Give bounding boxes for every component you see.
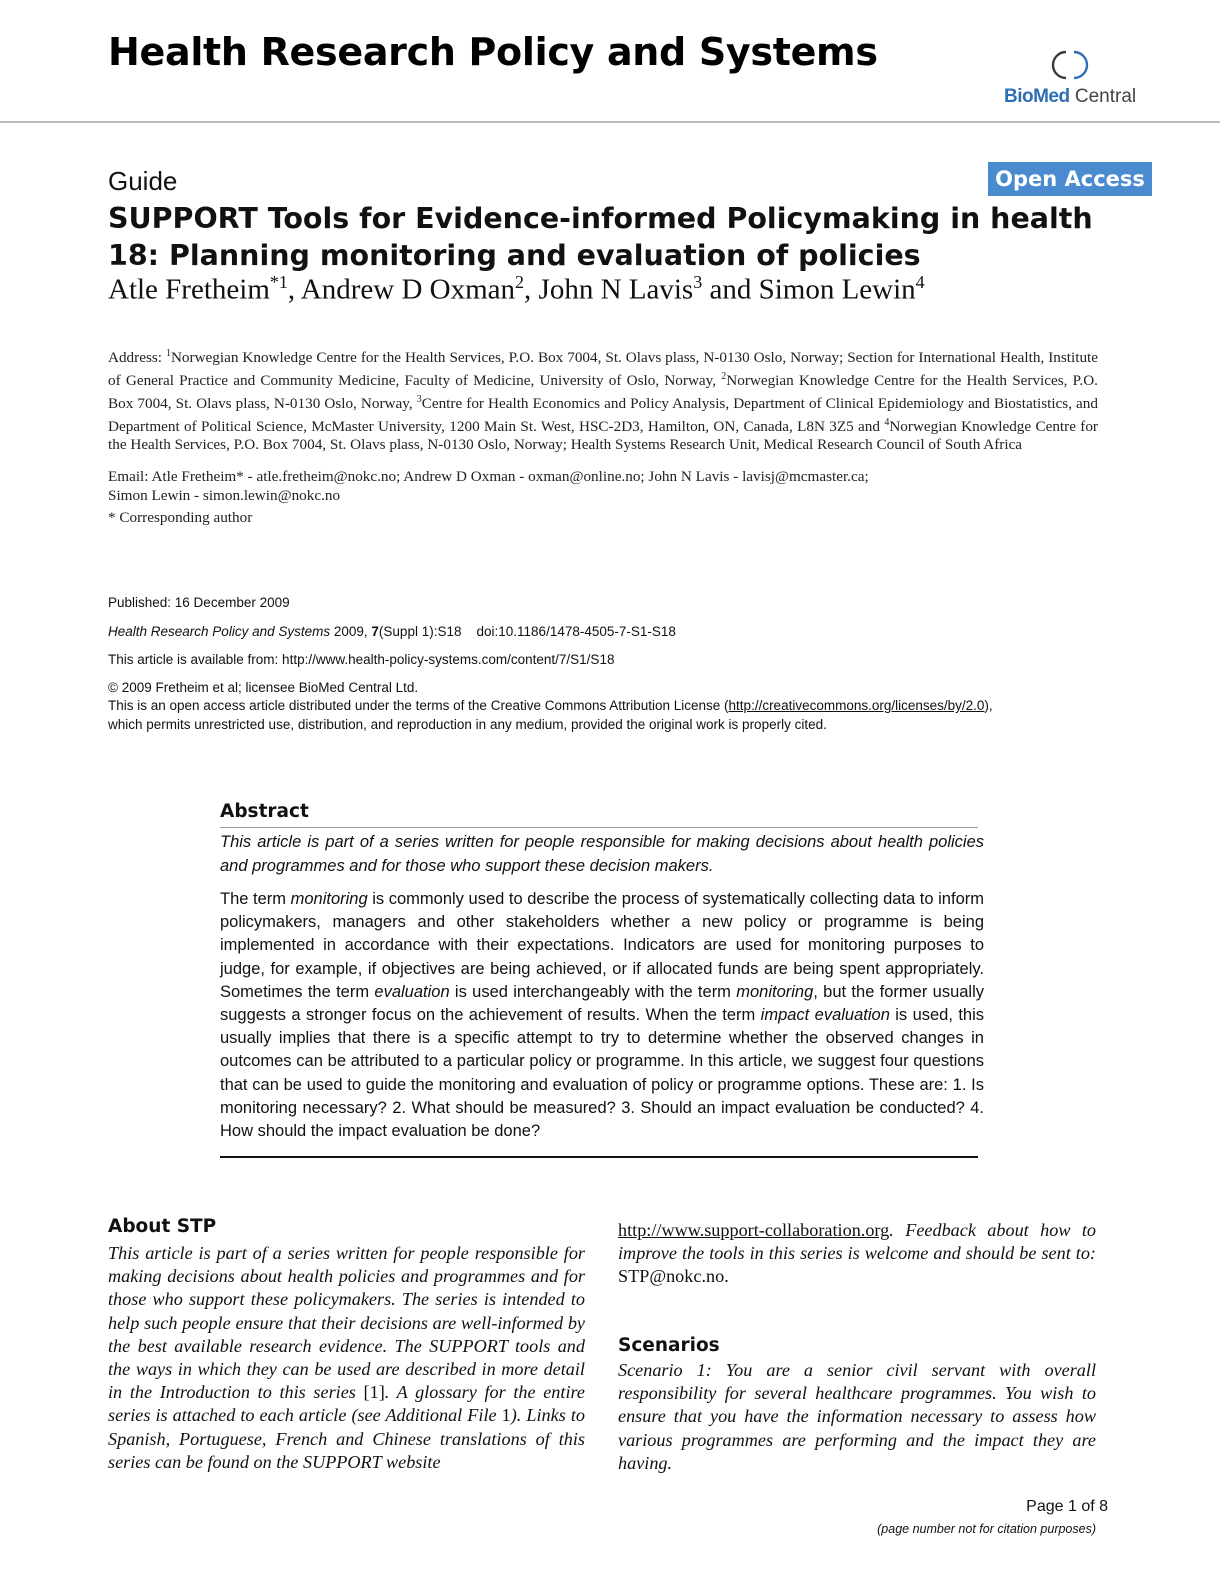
- author-mark: 4: [915, 272, 925, 292]
- author-emails[interactable]: Email: Atle Fretheim* - atle.fretheim@nokc.no; Andrew D Oxman - oxman@online.no; John N Lavis - lavisj@mcmaster.ca; Simon Lewin - simon.lewin@nokc.no: [108, 468, 869, 504]
- open-access-badge: Open Access: [988, 162, 1152, 196]
- author-mark: 2: [515, 272, 525, 292]
- license-line: This is an open access article distributed under the terms of the Creative Commons Attribution License (http://creativecommons.org/licenses/by/2.0),: [108, 698, 993, 713]
- reference-link[interactable]: [1]: [363, 1382, 385, 1403]
- about-stp-text-col2: http://www.support-collaboration.org. Feedback about how to improve the tools in this series is welcome and should be sent to: STP@nokc.no.: [618, 1220, 1096, 1287]
- abstract-body: The term monitoring is commonly used to describe the process of systematically collecting data to inform policymakers, managers and other stakeholders whether a new policy or programme is being implemented in accordance with their expectations. Indicators are used for monitoring purposes to judge, for example, if objectives are being achieved, or if allocated funds are being spent appropriately. Sometimes the term evaluation is used interchangeably with the term monitoring, but the former usually suggests a stronger focus on the achievement of results. When the term impact evaluation is used, this usually implies that there is a specific attempt to try to determine whether the observed changes in outcomes can be attributed to a particular policy or programme. In this article, we suggest four questions that can be used to guide the monitoring and evaluation of policy or programme options. These are: 1. Is monitoring necessary? 2. What should be measured? 3. Should an impact evaluation be conducted? 4. How should the impact evaluation be done?: [220, 890, 985, 1141]
- author-list: Atle Fretheim$^{*1}$, Andrew D Oxman$^2$, John N Lavis$^3$ and Simon Lewin$^4$: [108, 272, 925, 306]
- author-name[interactable]: Atle Fretheim: [108, 273, 270, 306]
- author-name[interactable]: Simon Lewin: [758, 273, 916, 306]
- abstract-heading: Abstract: [220, 801, 309, 822]
- additional-file-link[interactable]: 1: [501, 1405, 511, 1426]
- journal-title: Health Research Policy and Systems: [108, 30, 878, 74]
- biomed-central-wordmark: BioMed Central: [1004, 86, 1137, 107]
- article-title: SUPPORT Tools for Evidence-informed Policymaking in health 18: Planning monitoring and evaluation of policies: [108, 202, 1093, 272]
- corresponding-author-note: * Corresponding author: [108, 509, 253, 526]
- copyright: © 2009 Fretheim et al; licensee BioMed Central Ltd.: [108, 680, 419, 695]
- abstract-divider: [220, 827, 978, 828]
- about-stp-heading: About STP: [108, 1216, 217, 1237]
- biomed-ring-icon: [1054, 48, 1088, 82]
- scenario-1-text: Scenario 1: You are a senior civil servant with overall responsibility for several healthcare programmes. You wish to ensure that you have the information necessary to assess how various programmes are performing and the impact they are having.: [618, 1360, 1096, 1473]
- header-divider: [0, 121, 1220, 123]
- about-stp-text-col1: This article is part of a series written for people responsible for making decisions about health policies and programmes and for those who support these policymakers. The series is intended to help such people ensure that their decisions are well-informed by the best available research evidence. The SUPPORT tools and the ways in which they can be used are described in more detail in the Introduction to this series [1]. A glossary for the entire series is attached to each article (see Additional File 1). Links to Spanish, Portuguese, French and Chinese translations of this series can be found on the SUPPORT website: [108, 1243, 585, 1472]
- support-website-link[interactable]: http://www.support-collaboration.org: [618, 1220, 890, 1240]
- abstract-end-rule: [220, 1156, 978, 1158]
- published-date: Published: 16 December 2009: [108, 595, 290, 610]
- author-address: Address: $^1$Norwegian Knowledge Centre for the Health Services, P.O. Box 7004, St. Olavs plass, N-0130 Oslo, Norway; Section for International Health, Institute of General Practice and Community Medicine, Faculty of Medicine, University of Oslo, Norway, $^2$Norwegian Knowledge Centre for the Health Services, P.O. Box 7004, St. Olavs plass, N-0130 Oslo, Norway, $^3$Centre for Health Economics and Policy Analysis, Department of Clinical Epidemiology and Biostatistics, and Department of Political Science, McMaster University, 1200 Main St. West, HSC-2D3, Hamilton, ON, Canada, L8N 3Z5 and $^4$Norwegian Knowledge Centre for the Health Services, P.O. Box 7004, St. Olavs plass, N-0130 Oslo, Norway; Health Systems Research Unit, Medical Research Council of South Africa: [108, 348, 1098, 454]
- page-number-note: (page number not for citation purposes): [877, 1522, 1096, 1536]
- author-mark: 3: [693, 272, 703, 292]
- citation-line: Health Research Policy and Systems 2009, 7(Suppl 1):S18 doi:10.1186/1478-4505-7-S1-S18: [108, 624, 676, 639]
- abstract-intro: This article is part of a series written for people responsible for making decisions about health policies and programmes and for those who support these decision makers.: [220, 833, 984, 875]
- page-number: Page 1 of 8: [1026, 1498, 1108, 1515]
- author-mark: *1: [269, 272, 288, 292]
- author-name[interactable]: Andrew D Oxman: [300, 273, 516, 306]
- scenarios-heading: Scenarios: [618, 1335, 720, 1356]
- biomed-central-logo[interactable]: [1000, 46, 1150, 116]
- license-link[interactable]: http://creativecommons.org/licenses/by/2.0: [728, 698, 985, 713]
- article-type: Guide: [108, 166, 178, 196]
- article-url[interactable]: This article is available from: http://www.health-policy-systems.com/content/7/S1/S18: [108, 652, 615, 667]
- stp-email[interactable]: STP@nokc.no: [618, 1266, 725, 1287]
- author-name[interactable]: John N Lavis: [538, 273, 694, 306]
- license-line-2: which permits unrestricted use, distribution, and reproduction in any medium, provided the original work is properly cited.: [108, 717, 827, 732]
- doi[interactable]: doi:10.1186/1478-4505-7-S1-S18: [476, 624, 676, 639]
